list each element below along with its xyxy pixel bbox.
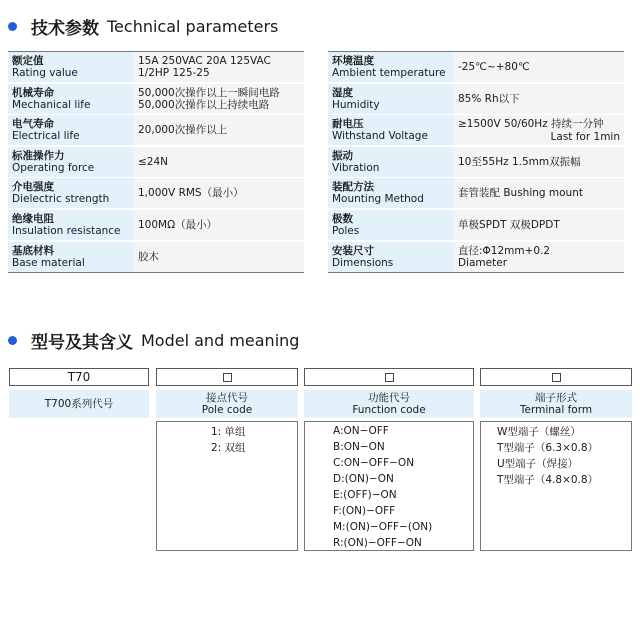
pole-code-options: [156, 421, 298, 551]
spec-label-cn: 机械寿命: [12, 86, 54, 99]
spec-label-cn: 标准操作力: [12, 149, 65, 162]
spec-row-mechanical-life: [8, 84, 304, 114]
spec-label-cn: 额定值: [12, 55, 44, 67]
spec-value: 直径:Φ12mm+0.2: [458, 244, 551, 257]
tech-title-en: Technical parameters: [107, 16, 279, 36]
tech-section-title: [8, 14, 278, 38]
spec-label-cn: 极数: [332, 212, 353, 225]
option-item: T型端子（6.3×0.8）: [497, 442, 599, 454]
bullet-icon: [8, 22, 17, 31]
function-code-options: [304, 421, 474, 551]
spec-row-electrical-life: [8, 115, 304, 145]
empty-box-icon: [223, 373, 232, 382]
empty-box-icon: [552, 373, 561, 382]
spec-row-vibration: [328, 147, 624, 177]
option-item: E:(OFF)−ON: [333, 489, 397, 501]
spec-value: 100MΩ（最小）: [138, 218, 218, 231]
option-item: M:(ON)−OFF−(ON): [333, 521, 433, 533]
option-item: D:(ON)−ON: [333, 473, 394, 485]
option-item: U型端子（焊接）: [497, 458, 579, 470]
model-section-title: [8, 328, 299, 352]
spec-label-en: Base material: [12, 256, 85, 269]
series-label: T700系列代号: [44, 398, 114, 410]
spec-value: 10至55Hz 1.5mm双振幅: [458, 155, 581, 168]
spec-label-cn: 绝缘电阻: [12, 212, 54, 225]
spec-value: Last for 1min: [550, 131, 620, 144]
spec-value: ≤24N: [138, 155, 169, 168]
spec-row-base-material: [8, 242, 304, 272]
spec-label-cn: 振动: [332, 149, 353, 162]
spec-label-en: Insulation resistance: [12, 224, 121, 237]
spec-value: ≥1500V 50/60Hz 持续一分钟: [458, 118, 604, 131]
head-en: Function code: [352, 404, 426, 416]
series-label-cell: [9, 390, 149, 418]
head-en: Pole code: [201, 404, 253, 416]
head-en: Terminal form: [519, 404, 593, 416]
head-cn: 功能代号: [368, 392, 410, 404]
spec-label-en: Operating force: [12, 161, 95, 174]
spec-row-ambient-temperature: [328, 52, 624, 82]
spec-label-en: Electrical life: [12, 130, 80, 143]
spec-row-rating: [8, 52, 304, 82]
spec-value: 套管装配 Bushing mount: [458, 187, 583, 200]
model-code: T70: [67, 370, 91, 384]
model-title-en: Model and meaning: [141, 330, 300, 350]
spec-row-dimensions: [328, 242, 624, 272]
function-code-head: [304, 390, 474, 418]
spec-label-en: Rating value: [12, 67, 78, 79]
option-item: T型端子（4.8×0.8）: [497, 474, 599, 486]
spec-table-right: [328, 51, 624, 273]
spec-value: 1,000V RMS（最小）: [138, 187, 244, 200]
option-item: R:(ON)−OFF−ON: [333, 537, 422, 549]
spec-label-en: Humidity: [332, 98, 380, 111]
spec-label-cn: 安装尺寸: [332, 244, 374, 257]
spec-label-cn: 电气寿命: [12, 118, 54, 131]
spec-row-withstand-voltage: [328, 115, 624, 145]
spec-label-en: Mounting Method: [332, 193, 424, 206]
terminal-form-options: [480, 421, 632, 551]
empty-box-icon: [385, 373, 394, 382]
pole-code-head: [156, 390, 298, 418]
tech-title-cn: 技术参数: [31, 18, 99, 39]
model-title-cn: 型号及其含义: [31, 332, 133, 353]
spec-row-insulation-resistance: [8, 210, 304, 240]
head-cn: 接点代号: [206, 392, 248, 404]
spec-label-en: Mechanical life: [12, 98, 91, 111]
option-item: A:ON−OFF: [333, 425, 389, 437]
option-item: B:ON−ON: [333, 441, 385, 453]
spec-label-en: Ambient temperature: [332, 67, 446, 79]
spec-value: 20,000次操作以上: [138, 124, 228, 137]
spec-label-en: Dimensions: [332, 256, 394, 269]
spec-value: 50,000次操作以上一瞬间电路: [138, 86, 280, 99]
spec-label-cn: 湿度: [332, 86, 353, 99]
option-item: C:ON−OFF−ON: [333, 457, 415, 469]
spec-row-poles: [328, 210, 624, 240]
spec-label-cn: 基底材料: [12, 244, 54, 257]
spec-value: -25℃~+80℃: [458, 61, 530, 73]
spec-label-cn: 装配方法: [332, 181, 374, 194]
spec-label-en: Vibration: [332, 161, 380, 174]
spec-value: 50,000次操作以上持续电路: [138, 98, 270, 111]
spec-value: 胶木: [138, 250, 159, 263]
spec-row-operating-force: [8, 147, 304, 177]
spec-row-mounting-method: [328, 178, 624, 208]
function-code-slot: [304, 368, 474, 386]
terminal-form-head: [480, 390, 632, 418]
spec-label-cn: 耐电压: [332, 118, 364, 131]
model-code-box: [9, 368, 149, 386]
option-item: 1: 单组: [211, 426, 246, 438]
terminal-form-slot: [480, 368, 632, 386]
spec-value: 85% Rh以下: [458, 92, 520, 105]
bullet-icon: [8, 336, 17, 345]
spec-row-humidity: [328, 84, 624, 114]
spec-value: 单极SPDT 双极DPDT: [458, 218, 560, 231]
spec-label-en: Poles: [332, 224, 360, 237]
spec-row-dielectric-strength: [8, 178, 304, 208]
option-item: F:(ON)−OFF: [333, 505, 396, 517]
option-item: W型端子（螺丝）: [497, 426, 581, 438]
spec-label-cn: 环境温度: [332, 55, 374, 67]
pole-code-slot: [156, 368, 298, 386]
spec-label-en: Dielectric strength: [12, 193, 110, 206]
spec-table-left: [8, 51, 304, 273]
spec-value: Diameter: [458, 256, 508, 269]
option-item: 2: 双组: [211, 442, 246, 454]
spec-value: 15A 250VAC 20A 125VAC: [138, 55, 271, 67]
spec-value: 1/2HP 125-25: [138, 67, 210, 79]
spec-label-en: Withstand Voltage: [332, 130, 428, 143]
head-cn: 端子形式: [535, 392, 577, 404]
spec-label-cn: 介电强度: [12, 181, 54, 194]
